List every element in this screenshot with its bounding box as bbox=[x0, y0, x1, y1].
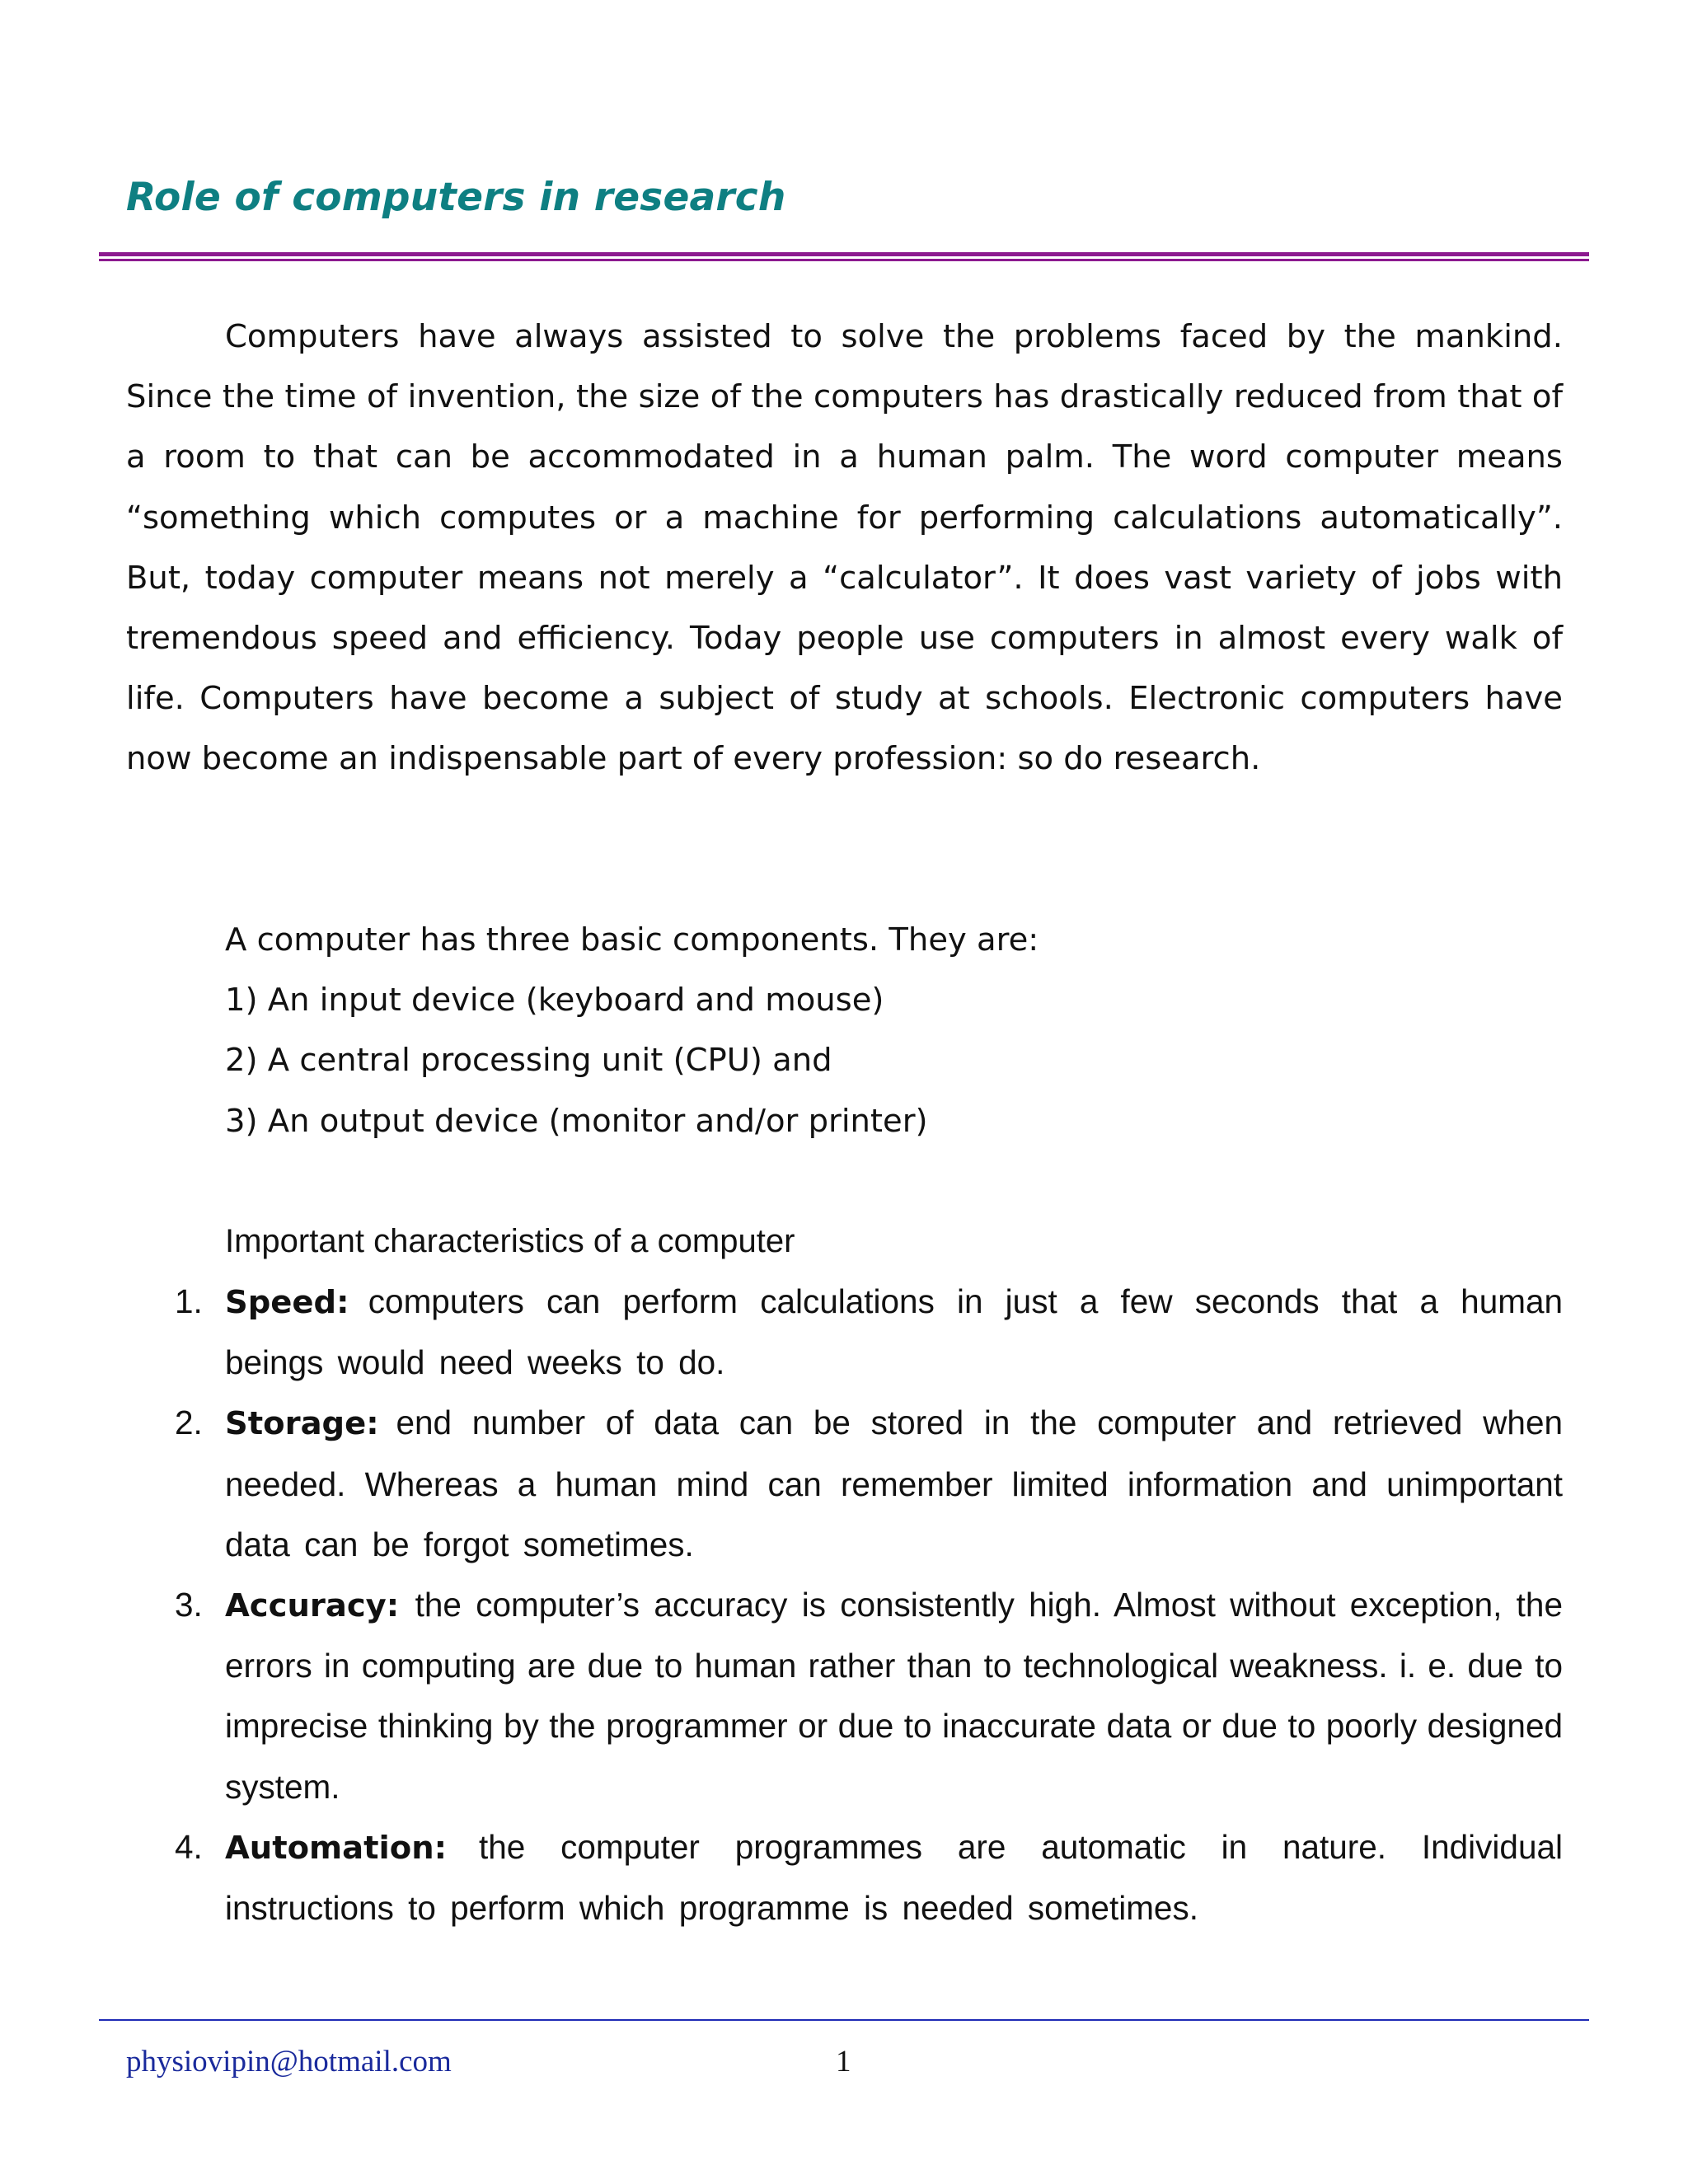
list-item-number: 2. bbox=[175, 1404, 203, 1442]
list-item-term: Storage: bbox=[225, 1405, 396, 1443]
list-item-term: Accuracy: bbox=[225, 1587, 415, 1625]
page-title: Role of computers in research bbox=[126, 175, 786, 220]
list-item bbox=[124, 1575, 1563, 1817]
page-number: 1 bbox=[836, 2045, 851, 2079]
list-item-number: 1. bbox=[175, 1282, 203, 1320]
components-section bbox=[225, 910, 1563, 1151]
footer-rule bbox=[99, 2019, 1589, 2021]
list-item-number: 3. bbox=[175, 1586, 203, 1624]
list-item-text: the computer programmes are automatic in nature. Individual instructions to perform which programme is needed sometimes. bbox=[225, 1827, 1563, 1928]
list-item bbox=[124, 1272, 1563, 1393]
title-rule-thin bbox=[99, 259, 1589, 261]
list-item bbox=[124, 1817, 1563, 1938]
characteristics-list bbox=[124, 1272, 1563, 1938]
footer-email-link[interactable]: physiovipin@hotmail.com bbox=[126, 2045, 452, 2079]
component-item: 2) A central processing unit (CPU) and bbox=[225, 1042, 832, 1080]
intro-paragraph: Computers have always assisted to solve the problems faced by the mankind. Since the time of invention, the size of the computers has drastically reduced from that of a room to that can be accommodated in a human palm. The word computer means “something which computes or a machine for performing calculations automatically”. But, today computer means not merely a “calculator”. It does vast variety of jobs with tremendous speed and efficiency. Today people use computers in almost every walk of life. Computers have become a subject of study at schools. Electronic computers have now become an indispensable part of every profession: so do research. bbox=[126, 318, 1563, 778]
component-item: 3) An output device (monitor and/or printer) bbox=[225, 1102, 928, 1140]
list-item-text: computers can perform calculations in just a few seconds that a human beings would need weeks to do. bbox=[225, 1282, 1563, 1382]
list-item-text: end number of data can be stored in the computer and retrieved when needed. Whereas a human mind can remember limited information and unimportant data can be forgot sometimes. bbox=[225, 1404, 1563, 1563]
components-intro: A computer has three basic components. They are: bbox=[225, 921, 1039, 958]
list-item-term: Automation: bbox=[225, 1829, 479, 1867]
list-item-term: Speed: bbox=[225, 1284, 368, 1321]
list-item-number: 4. bbox=[175, 1827, 203, 1866]
list-item bbox=[124, 1393, 1563, 1575]
title-rule-thick bbox=[99, 252, 1589, 256]
characteristics-heading: Important characteristics of a computer bbox=[225, 1223, 795, 1259]
list-item-text: the computer’s accuracy is consistently high. Almost without exception, the errors in computing are due to human rather than to technological weakness. i. e. due to imprecise thinking by the programmer or due to inaccurate data or due to poorly designed system. bbox=[225, 1586, 1563, 1806]
component-item: 1) An input device (keyboard and mouse) bbox=[225, 982, 884, 1019]
